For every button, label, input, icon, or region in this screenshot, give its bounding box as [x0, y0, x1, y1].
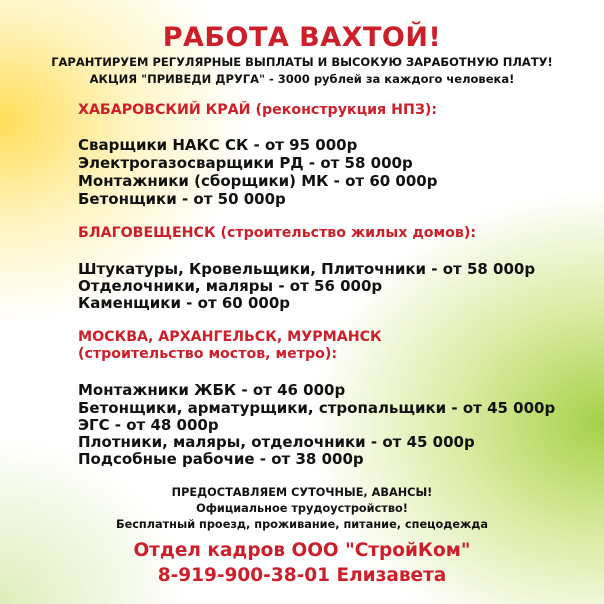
footer-perks: Бесплатный проезд, проживание, питание, спецодежда [115, 518, 489, 531]
section-heading-khabarovsk: ХАБАРОВСКИЙ КРАЙ (реконструкция НПЗ): [78, 102, 438, 118]
list-item: Бетонщики - от 50 000р [78, 190, 286, 208]
list-item: Отделочники, маляры - от 56 000р [78, 277, 383, 295]
list-item: Плотники, маляры, отделочники - от 45 000р [78, 433, 475, 451]
section-heading-moscow: МОСКВА, АРХАНГЕЛЬСК, МУРМАНСК [78, 329, 382, 345]
list-item: Монтажники ЖБК - от 46 000р [78, 381, 346, 399]
list-item: Каменщики - от 60 000р [78, 294, 290, 312]
list-item: Сварщики НАКС СК - от 95 000р [78, 136, 358, 154]
section-heading-blagoveshchensk: БЛАГОВЕЩЕНСК (строительство жилых домов): [78, 225, 477, 241]
promo-text: АКЦИЯ "ПРИВЕДИ ДРУГА" - 3000 рублей за каждого человека! [89, 72, 515, 86]
list-item: Монтажники (сборщики) МК - от 60 000р [78, 172, 438, 190]
footer-employment: Официальное трудоустройство! [196, 502, 408, 515]
section-subheading-moscow: (строительство мостов, метро): [78, 346, 337, 362]
contact-company: Отдел кадров ООО "СтройКом" [133, 540, 471, 561]
footer-benefits: ПРЕДОСТАВЛЯЕМ СУТОЧНЫЕ, АВАНСЫ! [171, 486, 433, 499]
list-item: ЭГС - от 48 000р [78, 416, 219, 434]
list-item: Электрогазосварщики РД - от 58 000р [78, 154, 413, 172]
page-title: РАБОТА ВАХТОЙ! [162, 22, 442, 53]
list-item: Подсобные рабочие - от 38 000р [78, 450, 364, 468]
contact-phone[interactable]: 8-919-900-38-01 Елизавета [157, 565, 447, 586]
list-item: Бетонщики, арматурщики, стропальщики - от 45 000р [78, 399, 556, 417]
guarantee-text: ГАРАНТИРУЕМ РЕГУЛЯРНЫЕ ВЫПЛАТЫ И ВЫСОКУЮ ЗАРАБОТНУЮ ПЛАТУ! [51, 55, 553, 69]
list-item: Штукатуры, Кровельщики, Плиточники - от 58 000р [78, 260, 536, 278]
